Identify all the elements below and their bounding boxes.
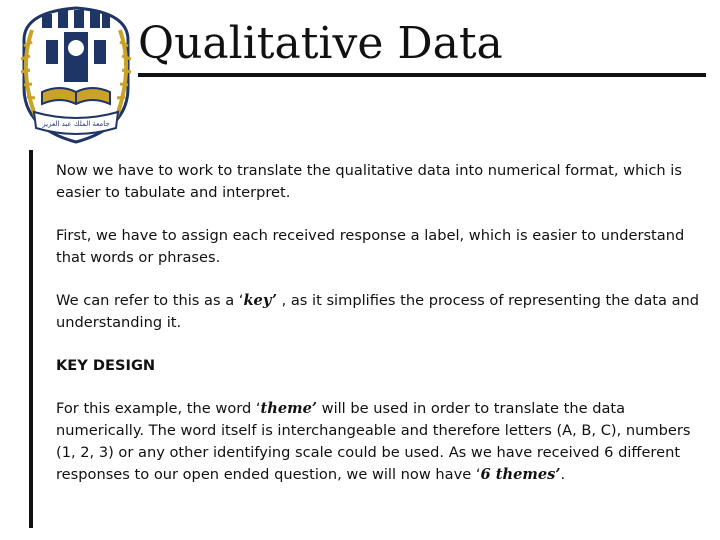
- section-heading: KEY DESIGN: [56, 357, 156, 374]
- six-themes-term: 6 themes’: [480, 466, 561, 483]
- svg-text:جامعة الملك عبد العزيز: جامعة الملك عبد العزيز: [42, 120, 110, 128]
- slide-title: Qualitative Data: [138, 18, 503, 69]
- key-text-before: We can refer to this as a ‘: [56, 292, 244, 309]
- key-text-after: , as it simplifies the process of representing the data and understanding it.: [56, 292, 700, 331]
- paragraph-intro: Now we have to work to translate the qualitative data into numerical format, which is easier to tabulate and interpret.: [56, 162, 682, 201]
- theme-text-before: For this example, the word ‘: [56, 400, 261, 417]
- title-underline: [138, 73, 706, 77]
- key-term: key’: [243, 292, 277, 309]
- theme-term: theme’: [260, 400, 317, 417]
- theme-text-after: .: [560, 466, 566, 483]
- paragraph-key: [56, 290, 706, 334]
- university-crest-icon: [2, 0, 150, 148]
- paragraph-theme: [56, 398, 706, 486]
- slide-body: [56, 160, 706, 507]
- left-accent-bar: [29, 150, 33, 528]
- theme-text-middle: will be used in order to translate the data numerically. The word itself is interchangeable and therefore letters (A, B, C), numbers (1, 2, 3) or any other identifying scale could be used. As we have received 6 different responses to our open ended question, we will now have ‘: [56, 400, 691, 483]
- paragraph-labels: First, we have to assign each received response a label, which is easier to understand that words or phrases.: [56, 227, 685, 266]
